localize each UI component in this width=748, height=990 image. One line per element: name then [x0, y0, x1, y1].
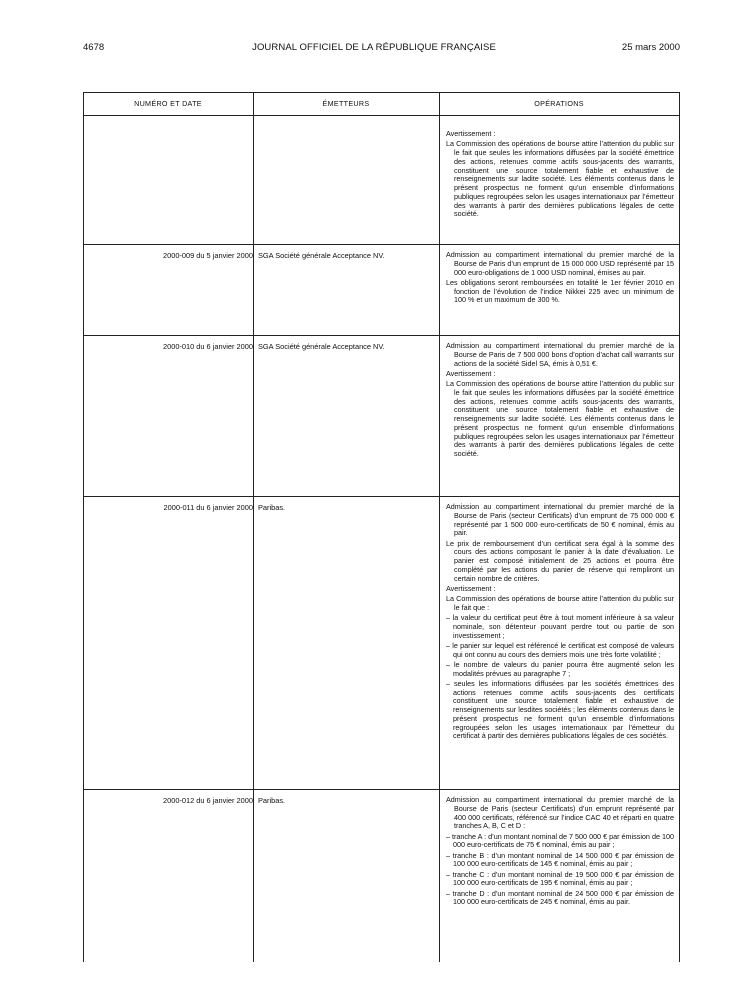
- number-date-cell: 2000-011 du 6 janvier 2000: [163, 503, 253, 512]
- operation-paragraph: La Commission des opérations de bourse attire l’attention du public sur le fait que seules les informations diffusées par la société émettrice des actions, retenues comme actifs sous-jacents des warrants, constituent une source totalement fiable et exhaustive de renseignements sur ladite société. Les éléments contenus dans le présent prospectus ne forment qu’un ensemble d’informations publiques regroupées selon les usages internationaux par l’émetteur des warrants à partir des dernières publications légales de cette société.: [446, 379, 674, 458]
- operation-paragraph: – tranche C : d’un montant nominal de 19 500 000 € par émission de 100 000 euro-certificats de 195 € nominal, émis au pair ;: [446, 869, 674, 888]
- operation-paragraph: Le prix de remboursement d’un certificat sera égal à la somme des cours des actions composant le panier à la date d’évaluation. Le panier est composé initialement de 25 actions et pourra être complété par les actions du panier de réserve qui rempliront un certain nombre de critères.: [446, 538, 674, 583]
- row-separator: [83, 335, 680, 336]
- row-separator: [83, 244, 680, 245]
- number-date-cell: 2000-009 du 5 janvier 2000: [163, 251, 253, 260]
- column-header-issuers: ÉMETTEURS: [322, 99, 370, 108]
- operations-cell: [446, 342, 674, 460]
- operation-paragraph: Avertissement :: [446, 583, 496, 593]
- issuer-cell: Paribas.: [258, 796, 286, 805]
- column-header-operations: OPÉRATIONS: [534, 99, 584, 108]
- operations-cell: [446, 796, 674, 909]
- operation-paragraph: – tranche B : d’un montant nominal de 14 500 000 € par émission de 100 000 euro-certificats de 145 € nominal, émis au pair ;: [446, 850, 674, 869]
- row-separator: [83, 789, 680, 790]
- header-divider: [83, 115, 680, 116]
- operations-cell: [446, 130, 674, 221]
- operation-paragraph: Avertissement :: [446, 368, 496, 378]
- operation-paragraph: – le nombre de valeurs du panier pourra être augmenté selon les modalités prévues au paragraphe 7 ;: [446, 659, 674, 678]
- operation-paragraph: – le panier sur lequel est référencé le certificat est composé de valeurs qui ont connu au cours des derniers mois une très forte volatilité ;: [446, 640, 674, 659]
- operation-paragraph: La Commission des opérations de bourse attire l’attention du public sur le fait que seules les informations diffusées par la société émettrice des actions, retenues comme actifs sous-jacents des warrants, constituent une source totalement fiable et exhaustive de renseignements sur ladite société. Les éléments contenus dans le présent prospectus ne forment qu’un ensemble d’informations publiques regroupées selon les usages internationaux par l’émetteur des warrants à partir des dernières publications légales de cette société.: [446, 139, 674, 219]
- number-date-cell: 2000-012 du 6 janvier 2000: [163, 796, 253, 805]
- operation-paragraph: La Commission des opérations de bourse attire l’attention du public sur le fait que :: [446, 594, 674, 612]
- operation-paragraph: – tranche D : d’un montant nominal de 24 500 000 € par émission de 100 000 euro-certificats de 245 € nominal, émis au pair.: [446, 888, 674, 907]
- operation-paragraph: Admission au compartiment international du premier marché de la Bourse de Paris d’un emprunt de 15 000 000 USD représenté par 15 000 euro-obligations de 1 000 USD nominal, émises au pair.: [446, 250, 674, 277]
- column-header-number-date: NUMÉRO ET DATE: [134, 99, 202, 108]
- operation-paragraph: – seules les informations diffusées par les sociétés émettrices des actions retenues comme actifs sous-jacents des certificats constituent une source totalement fiable et exhaustive de renseignements sur lesdites sociétés ; les éléments contenus dans le présent prospectus ne forment qu’un ensemble d’informations regroupées selon les usages internationaux par l’émetteur du certificat à partir des dernières publications légales de ces sociétés.: [446, 678, 674, 741]
- operation-paragraph: – la valeur du certificat peut être à tout moment inférieure à sa valeur nominale, son détenteur pouvant perdre tout ou partie de son investissement ;: [446, 613, 674, 640]
- operation-paragraph: Admission au compartiment international du premier marché de la Bourse de Paris (secteur Certificats) d’un emprunt représenté par 400 000 certificats, référencé sur l’indice CAC 40 et réparti en quatre tranches A, B, C et D :: [446, 795, 674, 831]
- operation-paragraph: Avertissement :: [446, 129, 496, 138]
- issuer-cell: SGA Société générale Acceptance NV.: [258, 251, 385, 260]
- operations-cell: [446, 251, 674, 307]
- page-number: 4678: [83, 42, 105, 53]
- col-divider-2: [439, 115, 440, 962]
- operations-cell: [446, 503, 674, 743]
- issuer-cell: SGA Société générale Acceptance NV.: [258, 342, 385, 351]
- number-date-cell: 2000-010 du 6 janvier 2000: [163, 342, 253, 351]
- operation-paragraph: – tranche A : d’un montant nominal de 7 500 000 € par émission de 100 000 euro-certificats de 75 € nominal, émis au pair ;: [446, 831, 674, 850]
- operation-paragraph: Admission au compartiment international du premier marché de la Bourse de Paris de 7 500 000 bons d’option d’achat call warrants sur actions de la société Sidel SA, émis à 0,51 €.: [446, 341, 674, 368]
- row-separator: [83, 496, 680, 497]
- journal-title: JOURNAL OFFICIEL DE LA RÉPUBLIQUE FRANÇAISE: [252, 42, 496, 53]
- issue-date: 25 mars 2000: [621, 42, 680, 53]
- operation-paragraph: Les obligations seront remboursées en totalité le 1er février 2010 en fonction de l’évolution de l’indice Nikkei 225 avec un minimum de 100 % et un maximum de 300 %.: [446, 277, 674, 305]
- operations-table: [83, 92, 680, 962]
- operation-paragraph: Admission au compartiment international du premier marché de la Bourse de Paris (secteur Certificats) d’un emprunt de 75 000 000 € représenté par 1 500 000 euro-certificats de 50 € nominal, émis au pair.: [446, 502, 674, 538]
- issuer-cell: Paribas.: [258, 503, 286, 512]
- table-right-border: [679, 92, 680, 962]
- col-divider-1: [253, 115, 254, 962]
- table-left-border: [83, 92, 84, 962]
